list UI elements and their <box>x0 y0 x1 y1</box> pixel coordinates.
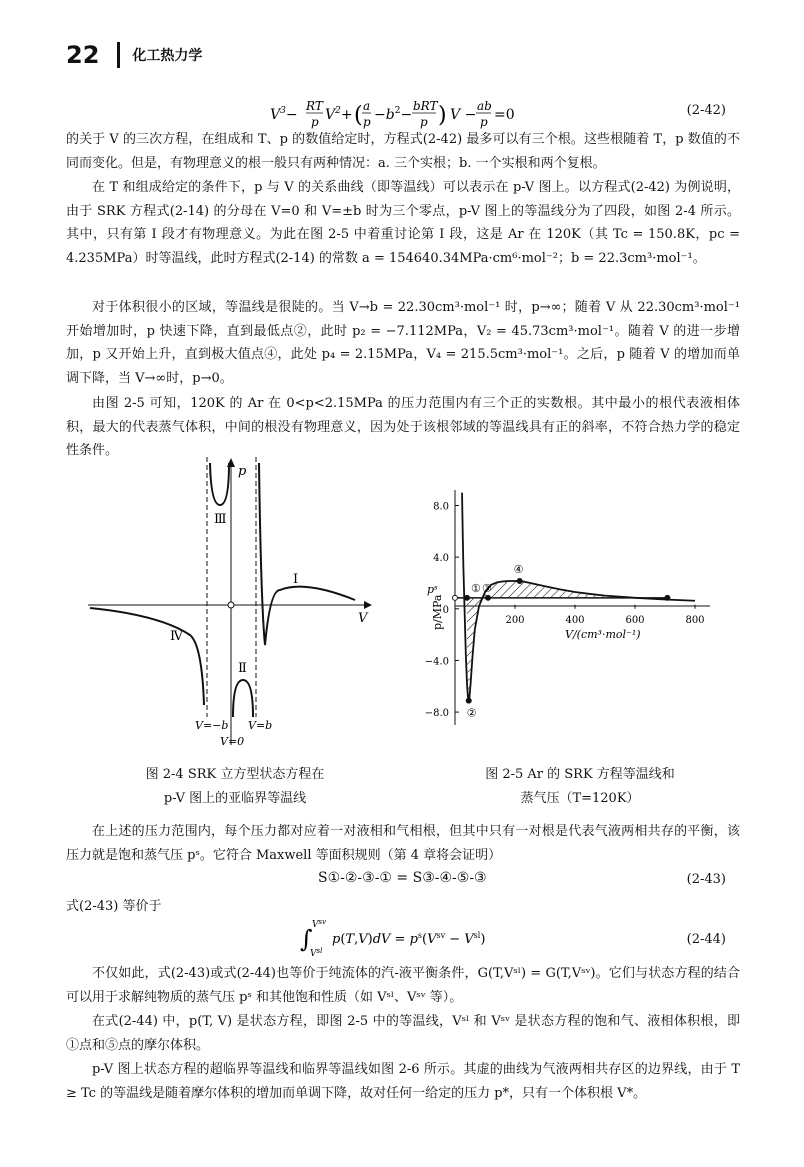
fig24-v-arrow-icon <box>364 601 372 609</box>
fig25-point-label: ④ <box>513 563 524 577</box>
fig25-y-tick-label: −8.0 <box>424 708 449 720</box>
svg-text:bRT: bRT <box>413 99 438 113</box>
svg-text:ab: ab <box>477 99 492 113</box>
svg-text:V −: V − <box>450 107 477 123</box>
fig25-point <box>485 595 491 601</box>
fig24-label-II: Ⅱ <box>238 661 247 676</box>
fig25-xlabel: V/(cm³·mol⁻¹) <box>565 628 641 641</box>
fig25-y-tick-label: −4.0 <box>424 656 449 668</box>
equation-2-43: S①-②-③-① = S③-④-⑤-③ <box>318 870 487 886</box>
paragraph-2: 在 T 和组成给定的条件下，p 与 V 的关系曲线（即等温线）可以表示在 p-V 图上。以方程式(2-42) 为例说明，由于 SRK 方程式(2-14) 的分母在 V=0 和 V=±b 时为三个零点，p-V 图上的等温线分为了四段，如图 2-4 所示。其中，只有第 Ⅰ 段才有物理意义。为此在图 2-5 中着重讨论第 Ⅰ 段，这是 Ar 在 120K（其 Tc = 150.8K，pc = 4.235MPa）时等温线，此时方程式(2-14) 的常数 a = 154640.34MPa·cm⁶·mol⁻²；b = 22.3cm³·mol⁻¹。 <box>66 180 740 266</box>
equation-2-42-render <box>270 98 570 132</box>
svg-text:∫: ∫ <box>300 925 313 953</box>
paragraph-8: p-V 图上状态方程的超临界等温线和临界等温线如图 2-6 所示。其虚的曲线为气液两相共存区的边界线，由于 T ≥ Tc 的等温线是随着摩尔体积的增加而单调下降，故对任何一给定的压力 p*，只有一个体积根 V*。 <box>66 1062 740 1101</box>
svg-text:RT: RT <box>306 99 323 113</box>
svg-text:p(T,V)dV = ps(Vsv − Vsl): $p(T,V)dV = p^s(V^{sv} - V^{sl})$ <box>332 931 486 947</box>
fig25-caption-line2: 蒸气压（T=120K） <box>520 791 640 806</box>
fig25-point-label: ① <box>471 581 481 595</box>
paragraph-4: 由图 2-5 可知，120K 的 Ar 在 0<p<2.15MPa 的压力范围内有三个正的实数根。其中最小的根代表液相体积，最大的代表蒸气体积，中间的根没有物理意义，因为处于该根邻域的等温线具有正的斜率，不符合热力学的稳定性条件。 <box>66 396 740 458</box>
fig25-point <box>517 578 523 584</box>
figure-2-4 <box>80 455 380 755</box>
svg-text:V3−: $V^3-$ <box>270 106 298 123</box>
fig25-x-tick-label: 600 <box>625 614 645 626</box>
fig25-y-tick-label: 8.0 <box>433 501 449 513</box>
fig24-label-v-b: V=b <box>248 719 273 732</box>
fig25-point <box>664 595 670 601</box>
fig24-caption-line2: p-V 图上的亚临界等温线 <box>163 791 307 806</box>
fig25-area-upper <box>488 581 667 599</box>
page-header <box>66 40 202 70</box>
fig25-caption-line1: 图 2-5 Ar 的 SRK 方程等温线和 <box>485 767 675 782</box>
equation-number-2-42: (2-42) <box>686 103 726 118</box>
fig25-y-tick-label: 0 <box>442 604 449 616</box>
paragraph-7: 在式(2-44) 中，p(T, V) 是状态方程，即图 2-5 中的等温线，Vˢˡ 和 Vˢᵛ 是状态方程的饱和气、液相体积根，即①点和⑤点的摩尔体积。 <box>66 1014 740 1053</box>
fig24-label-IV: Ⅳ <box>170 629 183 644</box>
fig25-point <box>464 595 470 601</box>
header-divider <box>117 42 120 68</box>
fig25-caption <box>465 763 695 811</box>
fig25-point-label: ② <box>466 706 477 720</box>
fig24-branch-IV <box>90 608 204 705</box>
fig24-caption <box>115 763 355 811</box>
equation-2-44 <box>300 918 520 962</box>
svg-text:Vsv: $V^{sv}$ <box>312 918 327 930</box>
paragraph-6: 不仅如此，式(2-43)或式(2-44)也等价于纯流体的汽-液平衡条件，G(T,Vˢˡ) = G(T,Vˢᵛ)。它们与状态方程的结合可以用于求解纯物质的蒸气压 pˢ 和其他饱和性质（如 Vˢˡ、Vˢᵛ 等）。 <box>66 966 740 1005</box>
svg-text:Vsl: $V^{sl}$ <box>310 947 323 958</box>
svg-text:−b2−: $-b^2-$ <box>374 106 413 123</box>
svg-text:a: a <box>363 99 371 113</box>
paragraph-3: 对于体积很小的区域，等温线是很陡的。当 V→b = 22.30cm³·mol⁻¹ 时，p→∞；随着 V 从 22.30cm³·mol⁻¹ 开始增加时，p 快速下降，直到最低点②，此时 p₂ = −7.112MPa，V₂ = 45.73cm³·mol⁻¹。随着 V 的进一步增加，p 又开始上升，直到极大值点④，此处 p₄ = 2.15MPa，V₄ = 215.5cm³·mol⁻¹。之后，p 随着 V 的增加而单调下降，当 V→∞时，p→0。 <box>66 300 740 386</box>
fig24-label-v-zero: V=0 <box>220 735 245 748</box>
fig25-point <box>466 698 472 704</box>
fig24-label-v-neg-b: V=−b <box>195 719 229 732</box>
book-title: 化工热力学 <box>132 48 203 64</box>
equation-number-2-43: (2-43) <box>686 872 726 887</box>
fig25-ylabel: p/MPa <box>431 594 444 630</box>
equation-number-2-44: (2-44) <box>686 932 726 947</box>
svg-text:(: ( <box>354 103 363 128</box>
fig24-label-I: Ⅰ <box>293 572 299 587</box>
fig25-point-label: ③ <box>482 581 492 595</box>
paragraph-1: 的关于 V 的三次方程，在组成和 T、p 的数值给定时，方程式(2-42) 最多可以有三个根。这些根随着 T，p 数值的不同而变化。但是，有物理意义的根一般只有两种情况：a. 三个实根；b. 一个实根和两个复根。 <box>66 132 740 171</box>
fig24-caption-line1: 图 2-4 SRK 立方型状态方程在 <box>145 767 325 782</box>
equation-2-43-lead: 式(2-43) 等价于 <box>66 899 162 914</box>
fig25-ps-marker <box>453 595 458 600</box>
figure-2-5 <box>405 480 735 740</box>
svg-text:p: p <box>420 115 428 129</box>
equation-2-44-render <box>300 918 520 958</box>
svg-text:p: p <box>480 115 488 129</box>
paragraph-5: 在上述的压力范围内，每个压力都对应着一对液相和气相根，但其中只有一对根是代表气液两相共存的平衡，该压力就是饱和蒸气压 pˢ。它符合 Maxwell 等面积规则（第 4 章将会证明） <box>66 824 740 863</box>
fig24-origin <box>228 602 234 608</box>
fig24-branch-III <box>210 463 229 505</box>
fig25-x-tick-label: 400 <box>565 614 585 626</box>
fig24-p-label: p <box>238 464 247 479</box>
fig24-label-III: Ⅲ <box>214 512 227 527</box>
svg-text:): ) <box>438 103 447 128</box>
fig25-x-tick-label: 800 <box>685 614 705 626</box>
svg-text:p: p <box>311 115 319 129</box>
fig24-v-label: V <box>358 611 368 626</box>
fig24-branch-I <box>259 463 355 645</box>
fig25-y-tick-label: 4.0 <box>433 553 449 565</box>
svg-text:V2+: $V^2+$ <box>325 106 353 123</box>
svg-text:p: p <box>363 115 371 129</box>
svg-text:=0: =0 <box>494 107 515 123</box>
fig24-branch-II <box>233 680 253 717</box>
fig25-x-tick-label: 200 <box>505 614 525 626</box>
fig25-ps-label: pˢ <box>427 583 438 596</box>
page-number: 22 <box>66 41 100 69</box>
